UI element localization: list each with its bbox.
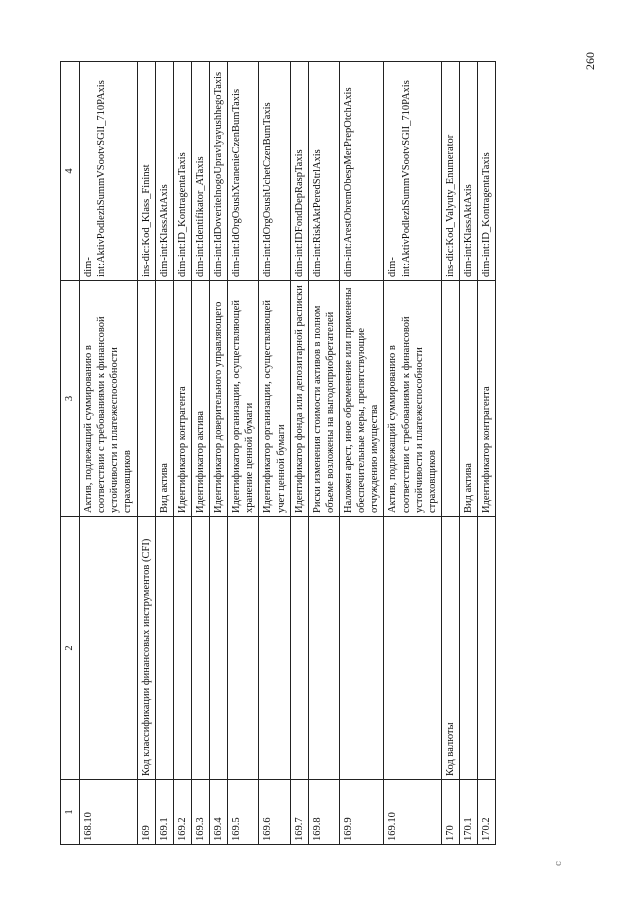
row-name xyxy=(80,517,138,780)
table-row xyxy=(384,62,442,845)
row-code: dim-int:IDFondDepRaspTaxis xyxy=(290,62,308,281)
row-description: Риски изменения стоимости активов в полном объеме возложены на выгодоприобретателей xyxy=(308,281,339,517)
page-number: 260 xyxy=(583,52,597,70)
row-name xyxy=(290,517,308,780)
row-description: Идентификатор организации, осуществляющей хранение ценной бумаги xyxy=(228,281,259,517)
row-name xyxy=(228,517,259,780)
row-number: 169.6 xyxy=(259,780,290,845)
header-col-1: 1 xyxy=(61,780,80,845)
row-description: Идентификатор организации, осуществляющей учет ценной бумаги xyxy=(259,281,290,517)
row-number: 169.1 xyxy=(155,780,173,845)
table-row xyxy=(478,62,496,845)
row-name xyxy=(340,517,384,780)
table-body xyxy=(80,62,496,845)
margin-mark: ⅽ xyxy=(553,860,563,866)
row-name xyxy=(191,517,209,780)
row-code: ins-dic:Kod_Valyuty_Enumerator xyxy=(441,62,459,281)
row-number: 169.4 xyxy=(210,780,228,845)
table-row xyxy=(137,62,155,845)
row-code: dim-int:Identifikator_ATaxis xyxy=(191,62,209,281)
row-code: dim-int:IdDoveritelnogoUpravlyayushhegoTaxis xyxy=(210,62,228,281)
table-row xyxy=(228,62,259,845)
row-code: dim-int:KlassAktAxis xyxy=(460,62,478,281)
row-description: Актив, подлежащий суммированию в соответствии с требованиями к финансовой устойчивости и платежеспособности страховщиков xyxy=(384,281,442,517)
row-name: Код классификации финансовых инструментов (CFI) xyxy=(137,517,155,780)
table-row xyxy=(340,62,384,845)
table-row xyxy=(210,62,228,845)
table-row xyxy=(191,62,209,845)
row-code: dim-int:AktivPodlezhSummVSootvSGlI_710PAxis xyxy=(384,62,442,281)
row-description: Идентификатор контрагента xyxy=(173,281,191,517)
header-col-4: 4 xyxy=(61,62,80,281)
row-number: 170 xyxy=(441,780,459,845)
header-col-2: 2 xyxy=(61,517,80,780)
row-description: Вид актива xyxy=(460,281,478,517)
row-name xyxy=(384,517,442,780)
row-code: dim-int:KlassAktAxis xyxy=(155,62,173,281)
row-number: 169.2 xyxy=(173,780,191,845)
row-description: Вид актива xyxy=(155,281,173,517)
row-description: Наложен арест, иное обременение или применены обеспечительные меры, препятствующие отчуждению имущества xyxy=(340,281,384,517)
row-number: 169 xyxy=(137,780,155,845)
table-row xyxy=(173,62,191,845)
row-description: Идентификатор контрагента xyxy=(478,281,496,517)
table-row xyxy=(80,62,138,845)
table-row xyxy=(308,62,339,845)
row-name xyxy=(478,517,496,780)
row-name xyxy=(210,517,228,780)
row-description: Идентификатор фонда или депозитарной расписки xyxy=(290,281,308,517)
table-row xyxy=(460,62,478,845)
row-name: Код валюты xyxy=(441,517,459,780)
row-name xyxy=(173,517,191,780)
rotated-page xyxy=(60,62,640,845)
row-description: Идентификатор актива xyxy=(191,281,209,517)
row-name xyxy=(155,517,173,780)
row-name xyxy=(460,517,478,780)
row-code: ins-dic:Kod_Klass_Fininst xyxy=(137,62,155,281)
row-number: 168.10 xyxy=(80,780,138,845)
header-col-3: 3 xyxy=(61,281,80,517)
row-description: Идентификатор доверительного управляющего xyxy=(210,281,228,517)
row-number: 169.7 xyxy=(290,780,308,845)
row-number: 170.2 xyxy=(478,780,496,845)
row-code: dim-int:ArestObremObespMerPrepOtchAxis xyxy=(340,62,384,281)
table-row xyxy=(259,62,290,845)
header-row xyxy=(61,62,80,845)
row-number: 169.8 xyxy=(308,780,339,845)
row-description: Актив, подлежащий суммированию в соответствии с требованиями к финансовой устойчивости и платежеспособности страховщиков xyxy=(80,281,138,517)
row-code: dim-int:IdOrgOsushXranenieCzenBumTaxis xyxy=(228,62,259,281)
table-row xyxy=(441,62,459,845)
row-code: dim-int:ID_KontragentaTaxis xyxy=(173,62,191,281)
row-number: 169.3 xyxy=(191,780,209,845)
row-code: dim-int:RiskAktPeredStrlAxis xyxy=(308,62,339,281)
row-number: 169.9 xyxy=(340,780,384,845)
table-row xyxy=(290,62,308,845)
row-description xyxy=(441,281,459,517)
table-row xyxy=(155,62,173,845)
classification-table xyxy=(60,61,496,845)
row-code: dim-int:AktivPodlezhSummVSootvSGlI_710PAxis xyxy=(80,62,138,281)
row-number: 169.5 xyxy=(228,780,259,845)
row-name xyxy=(308,517,339,780)
row-code: dim-int:ID_KontragentaTaxis xyxy=(478,62,496,281)
row-number: 169.10 xyxy=(384,780,442,845)
row-name xyxy=(259,517,290,780)
row-code: dim-int:IdOrgOsushUchetCzenBumTaxis xyxy=(259,62,290,281)
row-description xyxy=(137,281,155,517)
row-number: 170.1 xyxy=(460,780,478,845)
